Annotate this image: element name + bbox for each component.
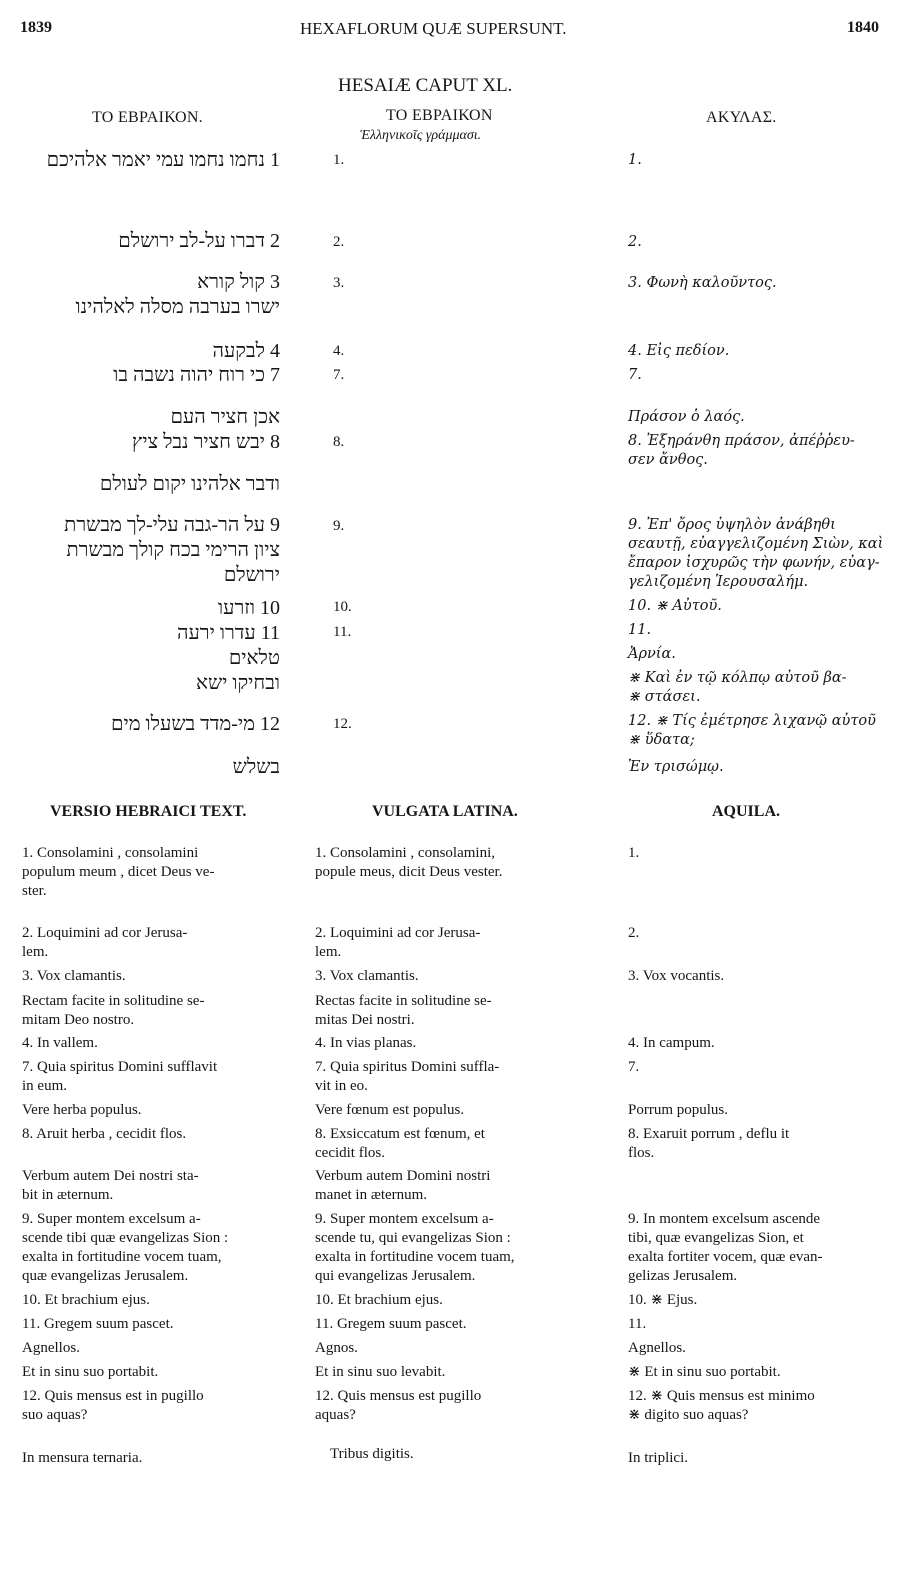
verse-number: 7. [333,367,345,383]
latin-line: lem. [22,944,49,960]
aquila-greek-line: 3. Φωνὴ καλοῦντος. [628,275,777,291]
vulgate-line: Verbum autem Domini nostri [315,1168,491,1184]
hebrew-column-header: ΤΟ ΕΒΡΑΙΚΟΝ. [92,109,203,126]
verse-number: 9. [333,518,345,534]
latin-hebrew-version-header: VERSIO HEBRAICI TEXT. [50,803,247,820]
verse-number: 4. [333,343,345,359]
latin-line: scende tibi quæ evangelizas Sion : [22,1230,229,1246]
vulgate-line: 4. In vias planas. [315,1035,417,1051]
aquila-latin-line: 3. Vox vocantis. [628,968,725,984]
vulgate-line: cecidit flos. [315,1145,385,1161]
verse-number: 10. [333,599,352,615]
latin-line: 7. Quia spiritus Domini sufflavit [22,1059,218,1075]
vulgate-line: lem. [315,944,342,960]
vulgate-line: manet in æternum. [315,1187,428,1203]
latin-line: populum meum , dicet Deus ve- [22,864,215,880]
aquila-greek-line: 4. Εἰς πεδίον. [628,343,730,359]
aquila-latin-line: flos. [628,1145,655,1161]
vulgate-line: 12. Quis mensus est pugillo [315,1388,482,1404]
aquila-latin-line: ⋇ Et in sinu suo portabit. [628,1364,781,1380]
aquila-greek-line: 10. ⋇ Αὐτοῦ. [628,598,722,614]
aquila-greek-line: ἔπαρον ἰσχυρῶς τὴν φωνήν, εὐαγ- [628,555,880,571]
latin-line: suo aquas? [22,1407,88,1423]
hebrew-line: ירושלם [223,564,280,586]
latin-line: 10. Et brachium ejus. [22,1292,150,1308]
latin-line: In mensura ternaria. [22,1450,143,1466]
latin-line: ster. [22,883,47,899]
aquila-greek-line: Πράσον ὁ λαός. [628,409,745,425]
aquila-greek-line: ⋇ ὕδατα; [628,732,695,748]
hebrew-line: ציון הרימי בכח קולך מבשרת [66,539,280,561]
hebrew-line: אכן חציר העם [170,406,280,428]
vulgate-line: Vere fœnum est populus. [315,1102,465,1118]
vulgate-line: scende tu, qui evangelizas Sion : [315,1230,511,1246]
aquila-latin-line: 1. [628,845,640,861]
aquila-latin-line: 11. [628,1316,647,1332]
vulgate-line: 1. Consolamini , consolamini, [315,845,495,861]
aquila-greek-line: 12. ⋇ Τίς ἐμέτρησε λιχανῷ αὐτοῦ [628,713,876,729]
aquila-greek-line: ⋇ στάσει. [628,689,701,705]
aquila-greek-line: Ἀρνία. [628,646,676,662]
latin-line: Et in sinu suo portabit. [22,1364,159,1380]
aquila-greek-line: 2. [628,234,642,250]
vulgate-line: 8. Exsiccatum est fœnum, et [315,1126,485,1142]
latin-line: 12. Quis mensus est in pugillo [22,1388,204,1404]
aquila-greek-line: 1. [628,152,642,168]
vulgate-line: Tribus digitis. [330,1446,414,1462]
hebrew-line: 8 יבש חציר נבל ציץ [131,431,280,453]
aquila-greek-line: Ἐν τρισώμῳ. [628,759,724,775]
aquila-latin-header: AQUILA. [712,803,781,820]
aquila-greek-line: 8. Ἐξηράνθη πράσον, ἀπέῤῥευ- [628,433,855,449]
hebrew-line: ישרו בערבה מסלה לאלהינו [75,296,280,318]
vulgate-line: 3. Vox clamantis. [315,968,419,984]
aquila-latin-line: gelizas Jerusalem. [628,1268,738,1284]
vulgate-line: qui evangelizas Jerusalem. [315,1268,476,1284]
page-number-left: 1839 [20,19,52,36]
verse-number: 12. [333,716,352,732]
latin-line: 9. Super montem excelsum a- [22,1211,201,1227]
aquila-greek-line: σεν ἄνθος. [628,452,708,468]
vulgate-line: Agnos. [315,1340,358,1356]
verse-number: 1. [333,152,345,168]
page-number-right: 1840 [847,19,879,36]
chapter-title: HESAIÆ CAPUT XL. [338,75,513,96]
aquila-greek-line: γελιζομένη Ἱερουσαλήμ. [628,574,809,590]
aquila-greek-column-header: ΑΚΥΛΑΣ. [706,109,777,126]
vulgate-line: 9. Super montem excelsum a- [315,1211,494,1227]
hebrew-line: 12 מי-מדד בשעלו מים [110,713,280,735]
vulgate-line: Rectas facite in solitudine se- [315,993,492,1009]
hebrew-line: 3 קול קורא [197,271,280,293]
aquila-latin-line: exalta fortiter vocem, quæ evan- [628,1249,823,1265]
latin-line: in eum. [22,1078,67,1094]
hebrew-line: 4 לבקעה [212,340,280,362]
hebrew-line: 2 דברו על-לב ירושלם [118,230,280,252]
transliteration-column-header: ΤΟ ΕΒΡΑΙΚΟΝ [386,107,493,124]
running-title: HEXAFLORUM QUÆ SUPERSUNT. [300,19,567,38]
latin-line: 11. Gregem suum pascet. [22,1316,174,1332]
aquila-latin-line: tibi, quæ evangelizas Sion, et [628,1230,804,1246]
aquila-latin-line: 4. In campum. [628,1035,715,1051]
latin-line: 1. Consolamini , consolamini [22,845,199,861]
vulgate-line: exalta in fortitudine vocem tuam, [315,1249,515,1265]
vulgate-line: vit in eo. [315,1078,368,1094]
hebrew-line: 7 כי רוח יהוה נשבה בו [113,364,280,386]
aquila-latin-line: Porrum populus. [628,1102,729,1118]
latin-line: 3. Vox clamantis. [22,968,126,984]
latin-line: Agnellos. [22,1340,80,1356]
latin-line: mitam Deo nostro. [22,1012,135,1028]
aquila-latin-line: 2. [628,925,640,941]
aquila-latin-line: Agnellos. [628,1340,686,1356]
latin-line: exalta in fortitudine vocem tuam, [22,1249,222,1265]
aquila-greek-line: 7. [628,367,642,383]
aquila-latin-line: In triplici. [628,1450,688,1466]
vulgate-line: 11. Gregem suum pascet. [315,1316,467,1332]
hebrew-line: בשלש [232,756,280,778]
vulgate-line: Et in sinu suo levabit. [315,1364,446,1380]
aquila-latin-line: ⋇ digito suo aquas? [628,1407,749,1423]
aquila-latin-line: 9. In montem excelsum ascende [628,1211,821,1227]
vulgate-line: popule meus, dicit Deus vester. [315,864,503,880]
hebrew-line: ובחיקו ישא [195,672,280,694]
latin-line: 8. Aruit herba , cecidit flos. [22,1126,187,1142]
hebrew-line: ודבר אלהינו יקום לעולם [99,473,280,495]
transliteration-column-subheader: Ἑλληνικοῖς γράμμασι. [360,128,482,143]
verse-number: 11. [333,624,352,640]
aquila-greek-line: σεαυτῇ, εὐαγγελιζομένη Σιὼν, καὶ [628,536,884,552]
hebrew-line: 10 וזרעו [218,597,280,619]
aquila-latin-line: 7. [628,1059,640,1075]
verse-number: 2. [333,234,345,250]
latin-line: Verbum autem Dei nostri sta- [22,1168,199,1184]
aquila-latin-line: 12. ⋇ Quis mensus est minimo [628,1388,815,1404]
verse-number: 3. [333,275,345,291]
vulgate-line: aquas? [315,1407,356,1423]
aquila-greek-line: 11. [628,622,652,638]
vulgate-line: 7. Quia spiritus Domini suffla- [315,1059,500,1075]
latin-line: 4. In vallem. [22,1035,98,1051]
hebrew-line: טלאים [228,647,280,669]
aquila-latin-line: 8. Exaruit porrum , deflu it [628,1126,790,1142]
latin-line: Vere herba populus. [22,1102,142,1118]
vulgate-line: 10. Et brachium ejus. [315,1292,443,1308]
vulgate-line: mitas Dei nostri. [315,1012,415,1028]
vulgate-line: 2. Loquimini ad cor Jerusa- [315,925,481,941]
latin-line: 2. Loquimini ad cor Jerusa- [22,925,188,941]
aquila-greek-line: ⋇ Καὶ ἐν τῷ κόλπῳ αὐτοῦ βα- [628,670,847,686]
verse-number: 8. [333,434,345,450]
hebrew-line: 1 נחמו נחמו עמי יאמר אלהיכם [46,149,280,171]
aquila-greek-line: 9. Ἐπ' ὄρος ὑψηλὸν ἀνάβηθι [628,517,836,533]
aquila-latin-line: 10. ⋇ Ejus. [628,1292,698,1308]
latin-line: quæ evangelizas Jerusalem. [22,1268,189,1284]
hebrew-line: 9 על הר-גבה עלי-לך מבשרת [64,514,280,536]
latin-line: bit in æternum. [22,1187,114,1203]
hebrew-line: 11 עדרו ירעה [176,622,280,644]
latin-line: Rectam facite in solitudine se- [22,993,205,1009]
vulgate-header: VULGATA LATINA. [372,803,518,820]
